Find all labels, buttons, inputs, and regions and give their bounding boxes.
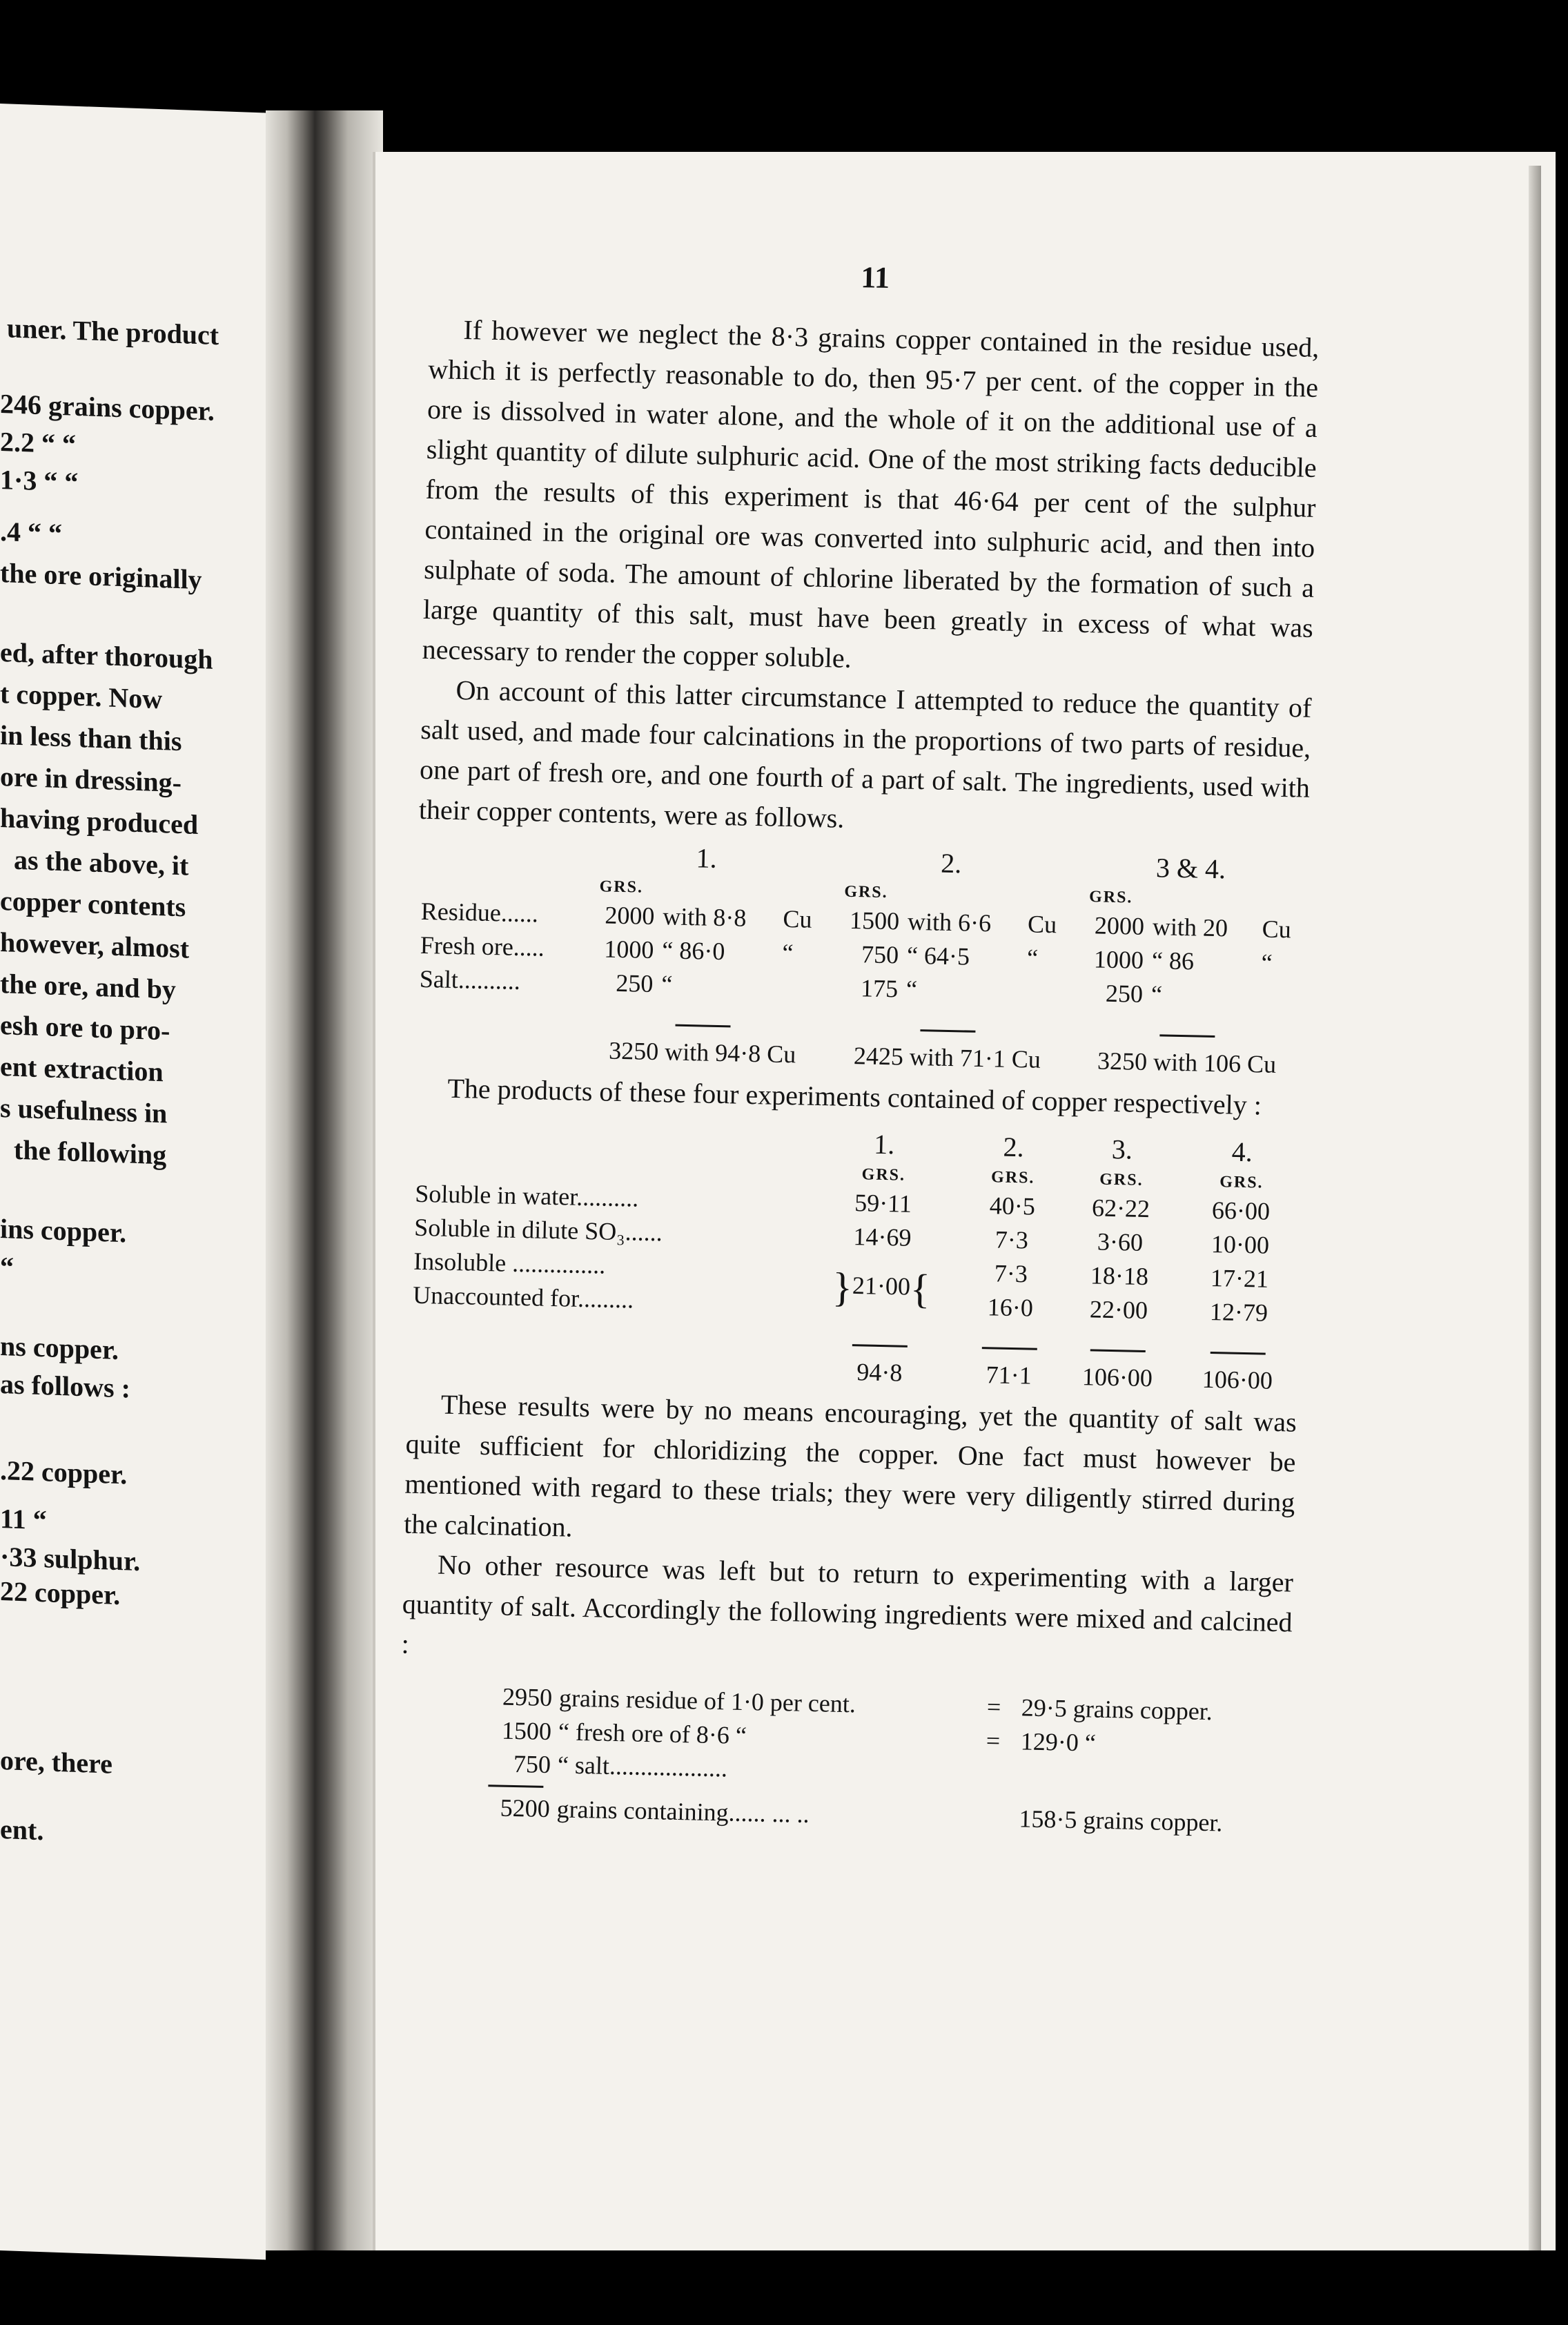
facing-line: in less than this (0, 719, 182, 757)
column-header: 4. (1231, 1136, 1253, 1168)
mixture-list (398, 1678, 1291, 1841)
column-header: 1. (696, 842, 718, 874)
row-label: Fresh ore..... (420, 931, 545, 962)
total-cell: 106·00 (1202, 1365, 1273, 1394)
description: grains residue of 1·0 per cent. (558, 1684, 856, 1718)
facing-line: uner. The product (7, 312, 219, 351)
facing-line: copper contents (0, 885, 186, 923)
cell: with 8·8 (663, 902, 747, 932)
column-header: 1. (873, 1128, 895, 1160)
total-cell: 3250 with 94·8 Cu (608, 1036, 796, 1069)
column-header: 3 & 4. (1155, 852, 1226, 885)
facing-line: ent extraction (0, 1051, 164, 1088)
equals-sign (985, 1758, 1020, 1792)
paragraph: These results were by no means encouraging, yet the quantity of salt was quite sufficient for chloridizing the copper. One fact must however be mentioned with regard to these trials; they were very diligently stirred during the calcination. (403, 1388, 1297, 1543)
facing-line: ins copper. (0, 1213, 127, 1249)
cell: 14·69 (853, 1223, 912, 1252)
copper-amount: 129·0 “ (1020, 1726, 1097, 1757)
facing-page (0, 104, 266, 2259)
paragraph: The products of these four experiments contained of copper respectively : (447, 1072, 1262, 1121)
paragraph: If however we neglect the 8·3 grains copper contained in the residue used, which it is perfectly reasonable to do, then 95·7 per cent. of the copper in the ore is dissolved in water alone, and the whole of it on the additional use of a slight quantity of dilute sulphuric acid. One of the most striking facts deducible from the results of this experiment is that 46·64 per cent of the sulphur contained in the original ore was converted into sulphuric acid, and then into sulphate of soda. The amount of chlorine liberated by the formation of such a large quantity of this salt, must have been greatly in excess of what was necessary to render the copper soluble. (422, 314, 1320, 674)
column-header: 2. (1003, 1131, 1025, 1163)
cell: “ 86·0 (661, 936, 725, 966)
facing-line: having produced (0, 802, 199, 841)
facing-line: “ (0, 1251, 14, 1283)
row-label: Soluble in water.......... (414, 1179, 639, 1212)
cell: “ (905, 975, 918, 1003)
description: “ fresh ore of 8·6 “ (558, 1717, 747, 1749)
unit-label: GRS. (599, 877, 644, 897)
cell: with 6·6 (907, 907, 992, 937)
cell: “ 64·5 (906, 941, 970, 971)
amount: 1500 (501, 1716, 552, 1745)
equals-sign: = (986, 1693, 1001, 1721)
facing-line: .22 copper. (0, 1455, 128, 1490)
facing-line: .4 “ “ (0, 516, 62, 549)
cell: “ (782, 938, 794, 967)
cell: 59·11 (854, 1189, 912, 1218)
cell: 750 (861, 940, 899, 969)
unit-label: GRS. (844, 882, 888, 902)
facing-line: ·33 sulphur. (0, 1541, 141, 1577)
amount: 2950 (502, 1682, 553, 1712)
cell: 250 (615, 969, 654, 998)
amount: 750 (513, 1750, 551, 1779)
cell (777, 970, 827, 1004)
facing-line: ed, after thorough (0, 636, 213, 675)
cell: 2000 (605, 901, 655, 931)
cell: 10·00 (1211, 1230, 1270, 1259)
total-cell: 71·1 (986, 1361, 1032, 1390)
book-gutter (266, 110, 383, 2250)
paragraph: On account of this latter circumstance I attempted to reduce the quantity of salt used, and made four calcinations in the proportions of two parts of residue, one part of fresh ore, and one fourth of a part of salt. The ingredients, used with their copper contents, were as follows. (418, 674, 1312, 834)
cell: Cu (1027, 910, 1057, 939)
cell: 1500 (849, 906, 900, 935)
facing-line: 11 “ (0, 1503, 47, 1536)
cell (1022, 975, 1072, 1009)
row-label: Salt.......... (419, 964, 521, 995)
description: “ salt................... (557, 1751, 728, 1782)
paragraph: No other resource was left but to return to experimenting with a larger quantity of salt. Accordingly the following ingredients were mixed and calcined : (401, 1548, 1294, 1660)
total-cell: 106·00 (1081, 1363, 1153, 1392)
facing-line: the following (14, 1134, 167, 1171)
cell: 250 (1105, 979, 1144, 1008)
facing-line: ore in dressing- (0, 761, 182, 799)
copper-amount: 29·5 grains copper. (1021, 1693, 1213, 1726)
facing-line: the ore, and by (0, 968, 176, 1005)
row-label: Insoluble ............... (413, 1247, 606, 1279)
column-header: 2. (940, 847, 962, 879)
equals-sign: = (986, 1726, 1001, 1755)
cell: “ (1026, 944, 1039, 972)
page-content (398, 249, 1320, 1841)
cell: 1000 (603, 935, 654, 964)
cell: Cu (1262, 915, 1292, 944)
total-amount: 5200 (500, 1793, 551, 1822)
total-cell: 3250 with 106 Cu (1097, 1047, 1277, 1078)
facing-line: 22 copper. (0, 1575, 121, 1611)
page (373, 152, 1556, 2250)
facing-line: esh ore to pro- (0, 1009, 170, 1047)
cell: with 20 (1152, 913, 1228, 942)
ingredients-table (413, 834, 1309, 1082)
unit-label: GRS. (1099, 1170, 1144, 1189)
page-number: 11 (860, 260, 890, 295)
cell: “ 86 (1151, 946, 1195, 975)
facing-line: 1·3 “ “ (0, 464, 79, 498)
cell: 3·60 (1097, 1227, 1144, 1256)
column-header: 3. (1111, 1133, 1133, 1165)
cell: 7·3 (994, 1259, 1028, 1288)
facing-line: t copper. Now (0, 678, 163, 715)
row-label: Unaccounted for......... (412, 1281, 634, 1314)
cell: “ (1150, 980, 1163, 1009)
cell (1256, 980, 1306, 1014)
facing-line: the ore originally (0, 557, 202, 596)
page-edge (1529, 166, 1541, 2250)
facing-line: ent. (0, 1813, 44, 1847)
cell: 1000 (1093, 945, 1144, 974)
row-label: Residue...... (420, 897, 539, 928)
cell: 22·00 (1089, 1295, 1148, 1325)
cell: 16·0 (987, 1293, 1034, 1322)
facing-line: as follows : (0, 1368, 130, 1404)
mixture-total-row (398, 1789, 1288, 1841)
facing-line: ns copper. (0, 1330, 119, 1366)
facing-line: 246 grains copper. (0, 388, 215, 427)
unit-label: GRS. (990, 1168, 1035, 1187)
sum-rule (488, 1784, 543, 1788)
cell: 2000 (1094, 911, 1145, 940)
unit-label: GRS. (1088, 888, 1133, 907)
unit-label: GRS. (1219, 1173, 1264, 1192)
facing-line: s usefulness in (0, 1092, 168, 1129)
cell: 17·21 (1210, 1263, 1269, 1293)
cell: “ (1261, 949, 1273, 977)
cell: 62·22 (1091, 1194, 1150, 1223)
facing-line: ore, there (0, 1744, 112, 1780)
facing-line: 2.2 “ “ (0, 426, 76, 460)
bracket-value: 21·00 (852, 1271, 911, 1301)
cell: “ (660, 970, 673, 998)
unit-label: GRS. (861, 1165, 906, 1185)
cell: 40·5 (989, 1191, 1036, 1220)
cell: Cu (783, 904, 812, 933)
cell: 18·18 (1090, 1261, 1149, 1291)
total-copper: 158·5 grains copper. (1019, 1804, 1223, 1837)
products-table (407, 1116, 1303, 1399)
row-label: Soluble in dilute SO₃...... (413, 1213, 663, 1247)
bracketed-cell: }21·00{ (832, 1264, 931, 1312)
facing-line: however, almost (0, 926, 190, 964)
cell: 7·3 (994, 1225, 1029, 1254)
cell: 66·00 (1211, 1196, 1271, 1225)
total-cell: 94·8 (856, 1358, 903, 1387)
cell: 175 (860, 974, 899, 1003)
cell: 12·79 (1209, 1297, 1268, 1327)
total-cell: 2425 with 71·1 Cu (853, 1042, 1041, 1073)
total-description: grains containing...... ... .. (556, 1795, 810, 1828)
facing-line: as the above, it (14, 844, 189, 882)
